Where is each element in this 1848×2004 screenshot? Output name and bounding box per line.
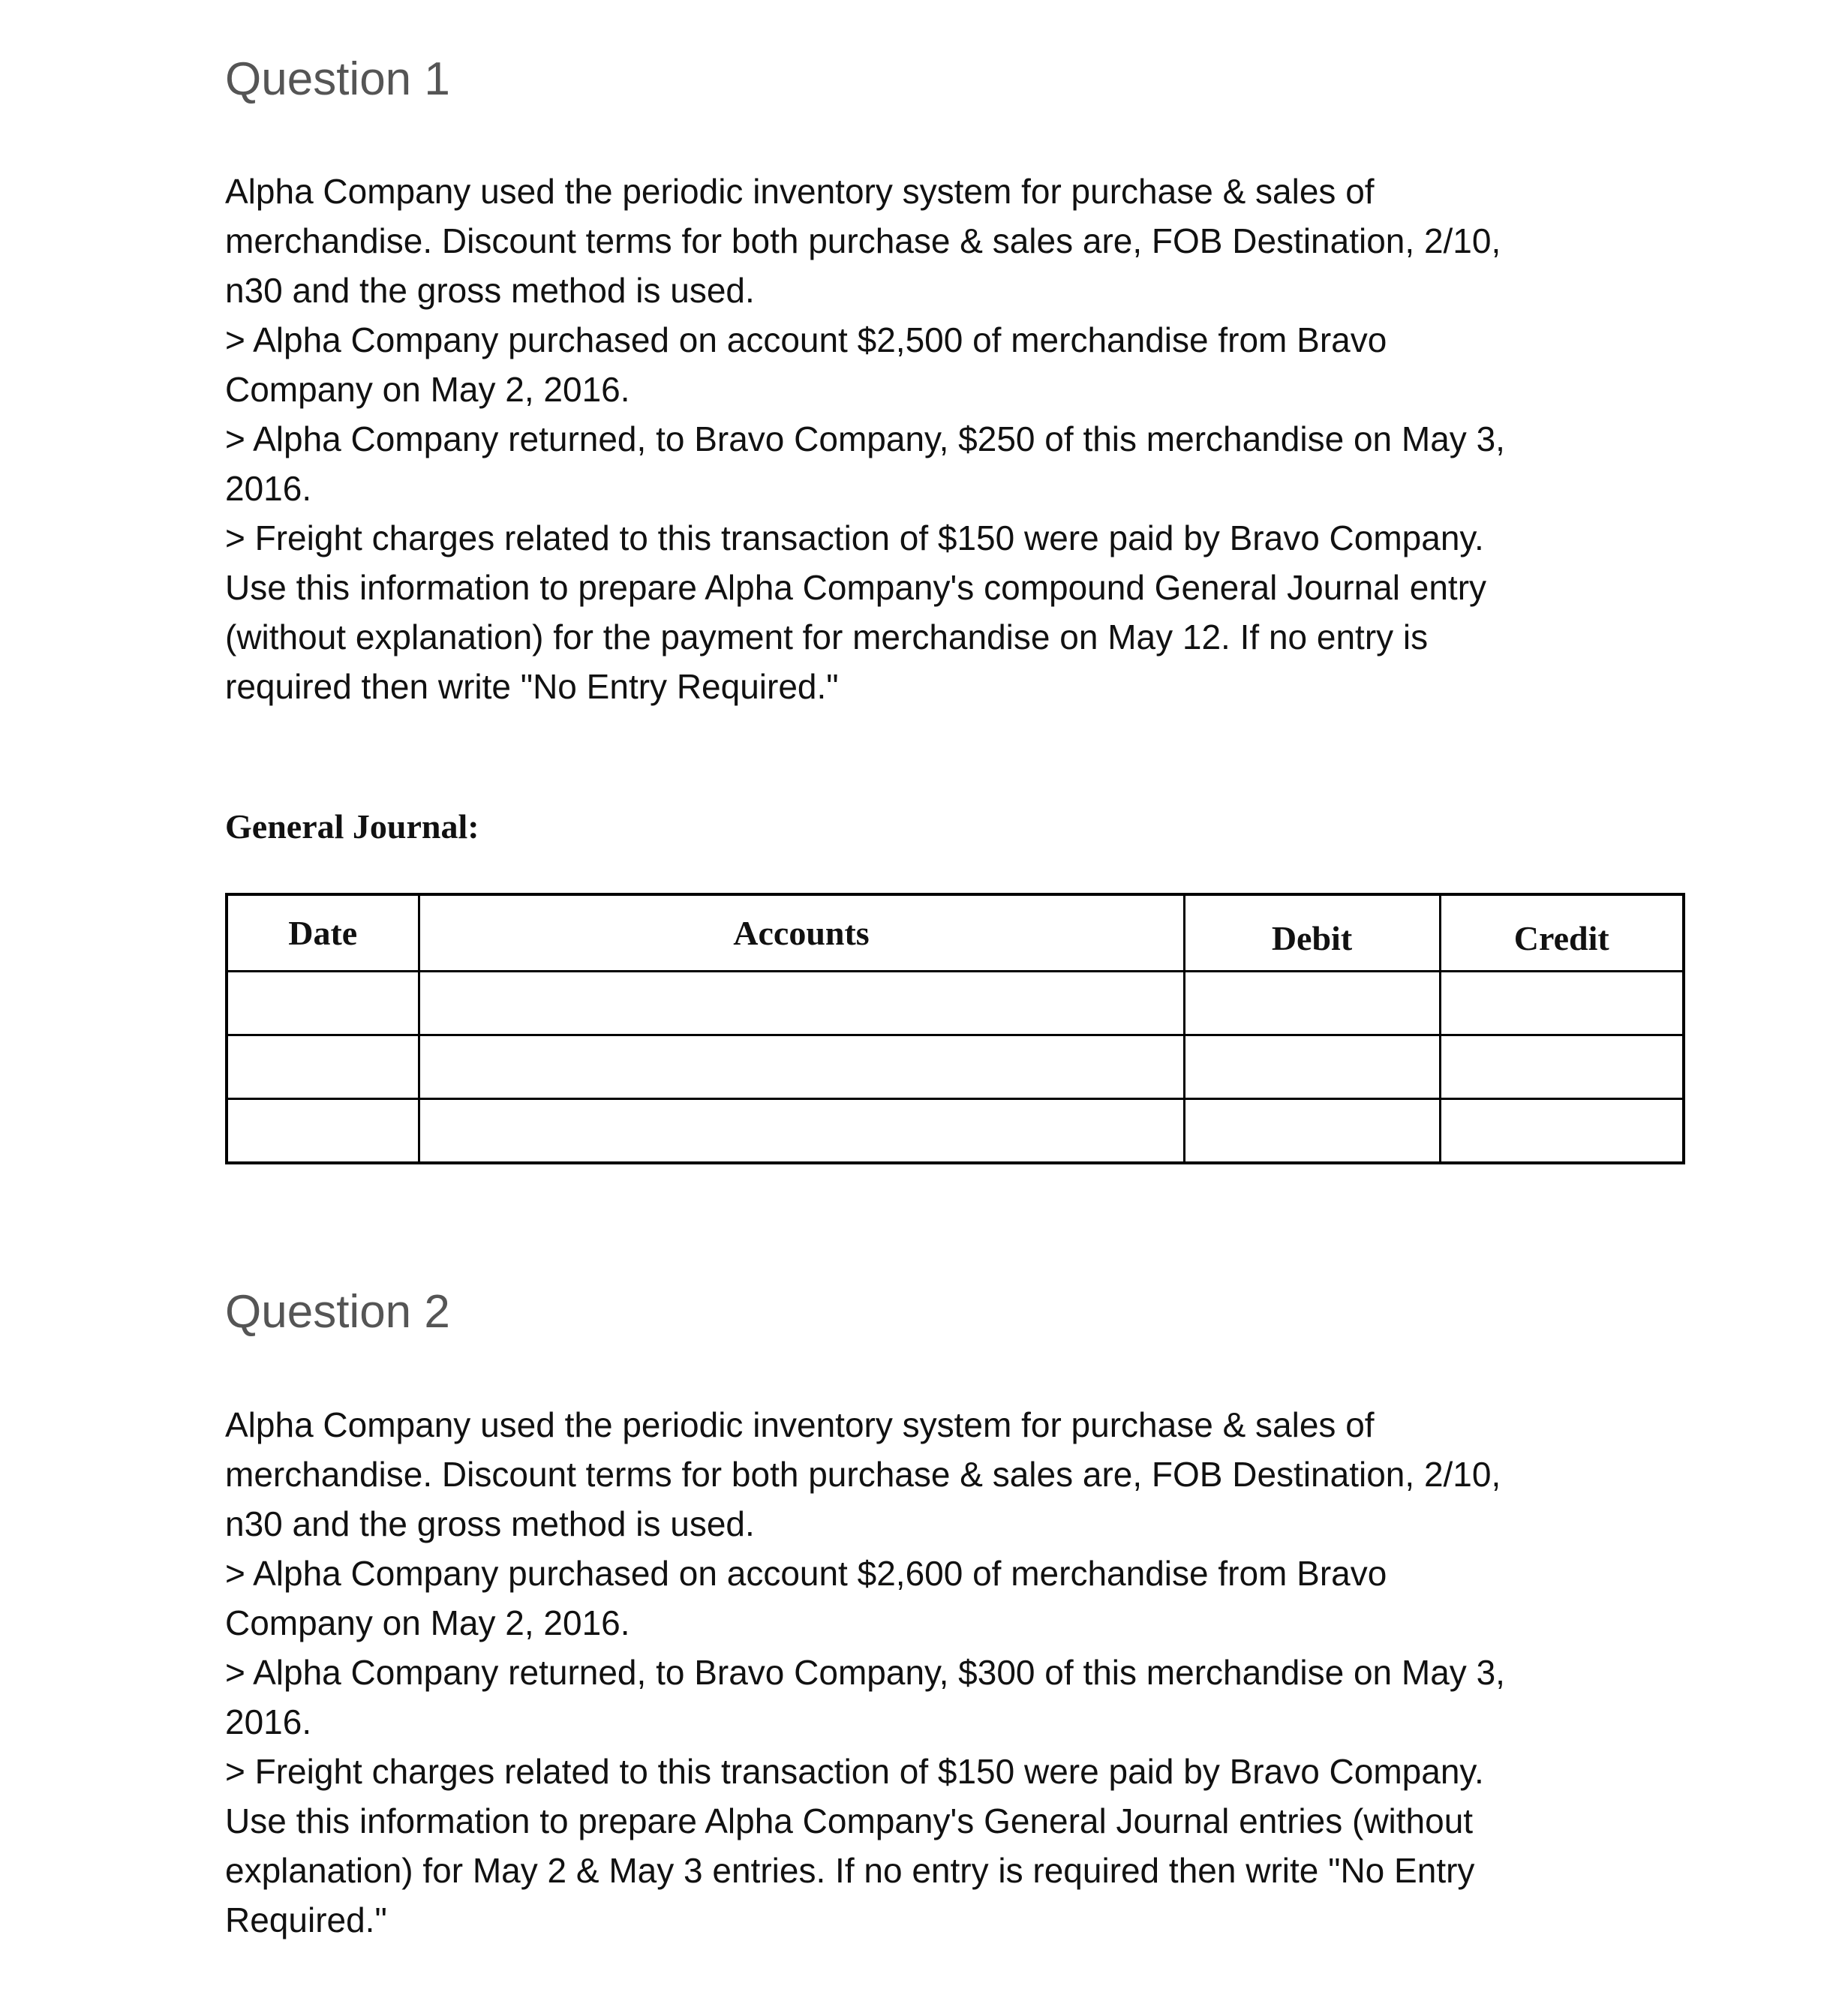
- question-1-text: [225, 167, 1711, 711]
- date-cell[interactable]: [227, 972, 419, 1035]
- header-date: Date: [227, 894, 419, 972]
- text-line: n30 and the gross method is used.: [225, 1504, 755, 1543]
- text-line: Use this information to prepare Alpha Company's compound General Journal entry: [225, 568, 1487, 607]
- text-line: Company on May 2, 2016.: [225, 1603, 630, 1642]
- table-row: [227, 972, 1684, 1035]
- text-line: Required.": [225, 1900, 387, 1939]
- header-debit: Debit: [1184, 894, 1440, 972]
- question-2-text: [225, 1400, 1711, 1945]
- debit-cell[interactable]: [1184, 1035, 1440, 1099]
- text-line: 2016.: [225, 1702, 312, 1741]
- text-line: > Alpha Company returned, to Bravo Company, $300 of this merchandise on May 3,: [225, 1653, 1505, 1692]
- credit-cell[interactable]: [1440, 1099, 1684, 1164]
- text-line: Company on May 2, 2016.: [225, 370, 630, 409]
- text-line: > Freight charges related to this transaction of $150 were paid by Bravo Company.: [225, 1752, 1484, 1791]
- debit-cell[interactable]: [1184, 1099, 1440, 1164]
- text-line: > Alpha Company purchased on account $2,500 of merchandise from Bravo: [225, 320, 1387, 359]
- text-line: merchandise. Discount terms for both purchase & sales are, FOB Destination, 2/10,: [225, 1455, 1501, 1494]
- text-line: Alpha Company used the periodic inventory system for purchase & sales of: [225, 172, 1375, 211]
- credit-cell[interactable]: [1440, 1035, 1684, 1099]
- question-1-title: Question 1: [225, 53, 450, 105]
- text-line: > Alpha Company returned, to Bravo Company, $250 of this merchandise on May 3,: [225, 419, 1505, 458]
- general-journal-table: [225, 893, 1685, 1164]
- text-line: 2016.: [225, 469, 312, 508]
- header-credit: Credit: [1440, 894, 1684, 972]
- accounts-cell[interactable]: [419, 1035, 1184, 1099]
- table-row: [227, 1099, 1684, 1164]
- text-line: explanation) for May 2 & May 3 entries. If no entry is required then write "No Entry: [225, 1851, 1475, 1890]
- text-line: Alpha Company used the periodic inventory system for purchase & sales of: [225, 1405, 1375, 1444]
- text-line: Use this information to prepare Alpha Company's General Journal entries (without: [225, 1801, 1474, 1840]
- table-header-row: [227, 894, 1684, 972]
- text-line: n30 and the gross method is used.: [225, 271, 755, 310]
- debit-cell[interactable]: [1184, 972, 1440, 1035]
- text-line: merchandise. Discount terms for both purchase & sales are, FOB Destination, 2/10,: [225, 221, 1501, 260]
- text-line: > Alpha Company purchased on account $2,600 of merchandise from Bravo: [225, 1554, 1387, 1593]
- header-accounts: Accounts: [419, 894, 1184, 972]
- date-cell[interactable]: [227, 1099, 419, 1164]
- date-cell[interactable]: [227, 1035, 419, 1099]
- text-line: (without explanation) for the payment for merchandise on May 12. If no entry is: [225, 617, 1429, 656]
- credit-cell[interactable]: [1440, 972, 1684, 1035]
- accounts-cell[interactable]: [419, 1099, 1184, 1164]
- text-line: > Freight charges related to this transaction of $150 were paid by Bravo Company.: [225, 518, 1484, 557]
- question-2-title: Question 2: [225, 1286, 450, 1338]
- text-line: required then write "No Entry Required.": [225, 667, 839, 706]
- general-journal-label: General Journal:: [225, 807, 479, 846]
- accounts-cell[interactable]: [419, 972, 1184, 1035]
- table-row: [227, 1035, 1684, 1099]
